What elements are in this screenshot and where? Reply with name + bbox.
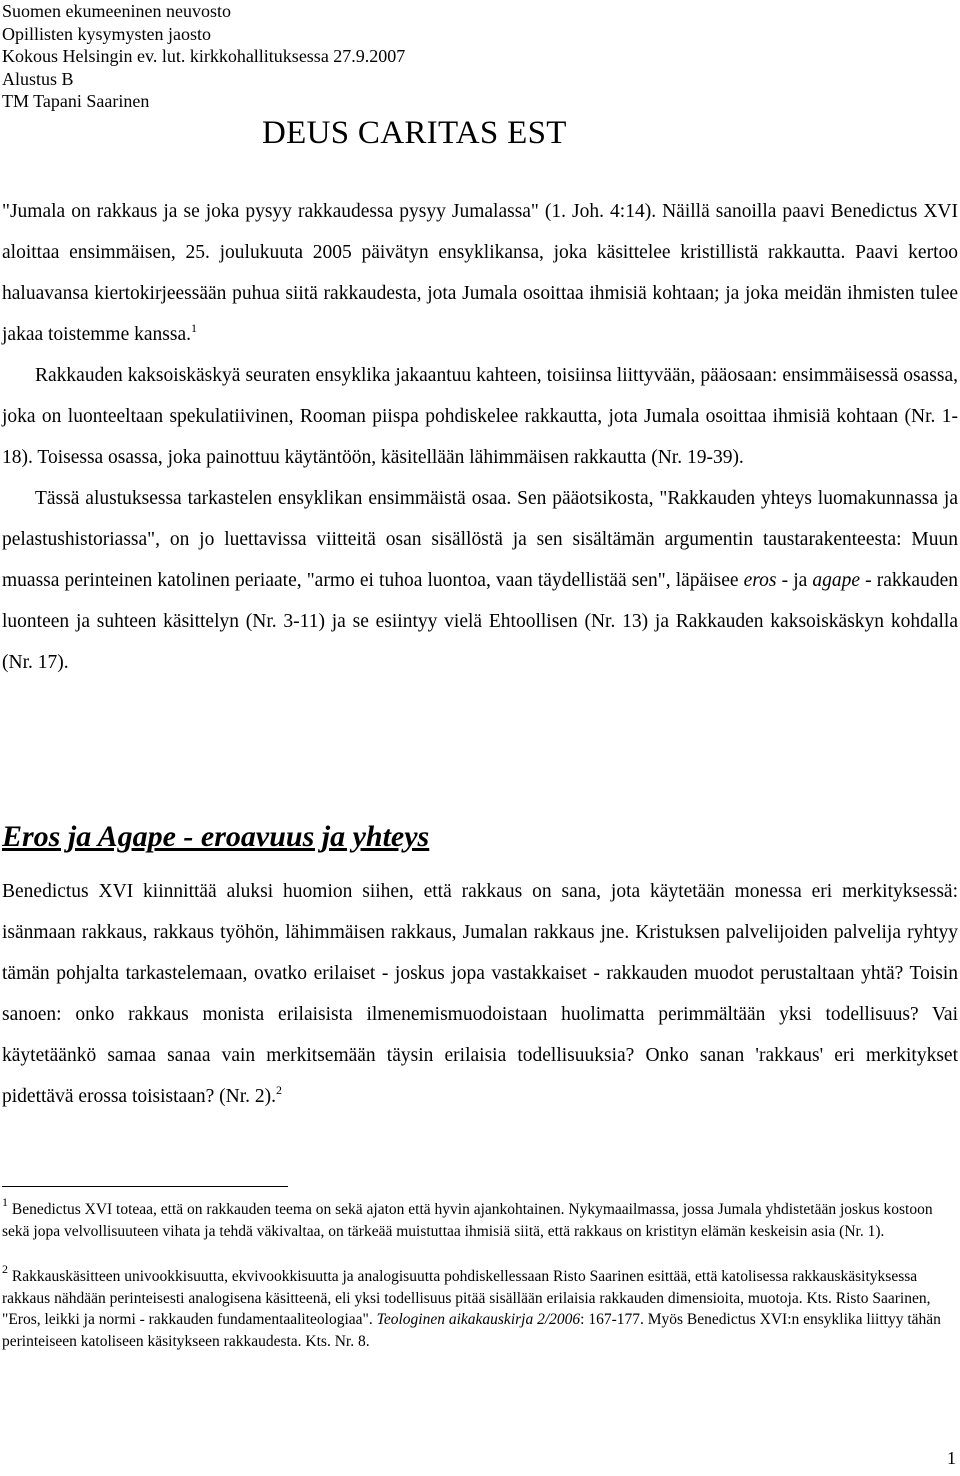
header-line: Kokous Helsingin ev. lut. kirkkohallituksessa 27.9.2007 [2, 46, 406, 66]
term-agape: agape [812, 570, 861, 591]
footnote-separator [2, 1186, 288, 1187]
footnote-number: 1 [2, 1195, 8, 1209]
footnote-1 [2, 1195, 956, 1242]
page-number: 1 [947, 1448, 956, 1468]
paragraph-text: - rakkauden luonteen ja suhteen käsittelyn (Nr. 3-11) ja se esiintyy vielä Ehtoollisen (Nr. 13) ja Rakkauden kaksoiskäskyn kohdalla (Nr. 17). [2, 570, 958, 673]
body-section-eros-agape [2, 871, 958, 1117]
paragraph-text: - ja [776, 570, 813, 591]
paragraph-3 [2, 478, 958, 683]
header-line: TM Tapani Saarinen [2, 91, 150, 111]
paragraph-4 [2, 871, 958, 1117]
header-line: Suomen ekumeeninen neuvosto [2, 1, 231, 21]
footnote-text: : 167-177. Myös Benedictus XVI:n ensyklika liittyy tähän perinteiseen katoliseen käsitykseen rakkaudesta. Kts. Nr. 8. [2, 1311, 941, 1350]
paragraph-text: Tässä alustuksessa tarkastelen ensyklikan ensimmäistä osaa. Sen pääotsikosta, "Rakkauden yhteys luomakunnassa ja pelastushistoriassa", on jo luettavissa viitteitä osan sisällöstä ja sen sisältämän argumentin taustarakenteesta: Muun muassa perinteinen katolinen periaate, "armo ei tuhoa luontoa, vaan täydellistää sen", läpäisee [2, 488, 958, 591]
paragraph-1 [2, 191, 958, 355]
footnotes [2, 1195, 956, 1352]
footnote-number: 2 [2, 1262, 8, 1276]
footnote-2 [2, 1262, 956, 1352]
paragraph-text: "Jumala on rakkaus ja se joka pysyy rakkaudessa pysyy Jumalassa" (1. Joh. 4:14). Näillä sanoilla paavi Benedictus XVI aloittaa ensimmäisen, 25. joulukuuta 2005 päivätyn ensyklikansa, joka käsittelee kristillistä rakkautta. Paavi kertoo haluavansa kiertokirjeessään puhua siitä rakkaudesta, jota Jumala osoittaa ihmisiä kohtaan; ja joka meidän ihmisten tulee jakaa toistemme kanssa. [2, 201, 958, 345]
section-heading: Eros ja Agape - eroavuus ja yhteys [2, 820, 430, 853]
document-title: DEUS CARITAS EST [262, 115, 567, 151]
footnote-reference[interactable]: 1 [190, 321, 197, 335]
term-eros: eros [743, 570, 777, 591]
header-line: Opillisten kysymysten jaosto [2, 23, 211, 44]
document-header [2, 0, 405, 113]
paragraph-text: Benedictus XVI kiinnittää aluksi huomion siihen, että rakkaus on sana, jota käytetään monessa eri merkityksessä: isänmaan rakkaus, rakkaus työhön, lähimmäisen rakkaus, Jumalan rakkaus jne. Kristuksen palvelijoiden palvelija ryhtyy tämän pohjalta tarkastelemaan, ovatko erilaiset - joskus jopa vastakkaiset - rakkauden muodot perustaltaan yhtä? Toisin sanoen: onko rakkaus monista erilaisista ilmenemismuodoistaan huolimatta perimmältään yksi todellisuus? Vai käytetäänkö samaa sanaa vain merkitsemään täysin erilaisia todellisuuksia? Onko sanan 'rakkaus' eri merkitykset pidettävä erossa toisistaan? (Nr. 2). [2, 881, 958, 1107]
header-line: Alustus B [2, 68, 74, 89]
body-section-intro [2, 191, 958, 683]
paragraph-2: Rakkauden kaksoiskäskyä seuraten ensyklika jakaantuu kahteen, toisiinsa liittyvään, pääosaan: ensimmäisessä osassa, joka on luonteeltaan spekulatiivinen, Rooman piispa pohdiskelee rakkautta, jota Jumala osoittaa ihmisiä kohtaan (Nr. 1-18). Toisessa osassa, joka painottuu käytäntöön, käsitellään lähimmäisen rakkautta (Nr. 19-39). [2, 365, 958, 468]
footnote-text: Rakkauskäsitteen univookkisuutta, ekvivookkisuutta ja analogisuutta pohdiskellessaan Risto Saarinen esittää, että katolisessa rakkauskäsityksessa rakkaus nähdään perinteisesti analogisena käsitteenä, eli yksi todellisuus pitää sisällään erilaisia rakkauden dimensioita, muotoja. Kts. Risto Saarinen, "Eros, leikki ja normi - rakkauden fundamentaaliteologiaa". [2, 1268, 931, 1328]
journal-title: Teologinen aikakauskirja 2/2006 [376, 1311, 581, 1328]
footnote-reference[interactable]: 2 [276, 1083, 282, 1097]
footnote-text: Benedictus XVI toteaa, että on rakkauden teema on sekä ajaton että hyvin ajankohtainen. Nykymaailmassa, jossa Jumala yhdistetään joskus kostoon sekä jopa velvollisuuteen vihata ja tehdä väkivaltaa, on tärkeää muistuttaa ihmisiä siitä, että rakkaus on kristityn elämän keskeisin asia (Nr. 1). [2, 1201, 933, 1240]
